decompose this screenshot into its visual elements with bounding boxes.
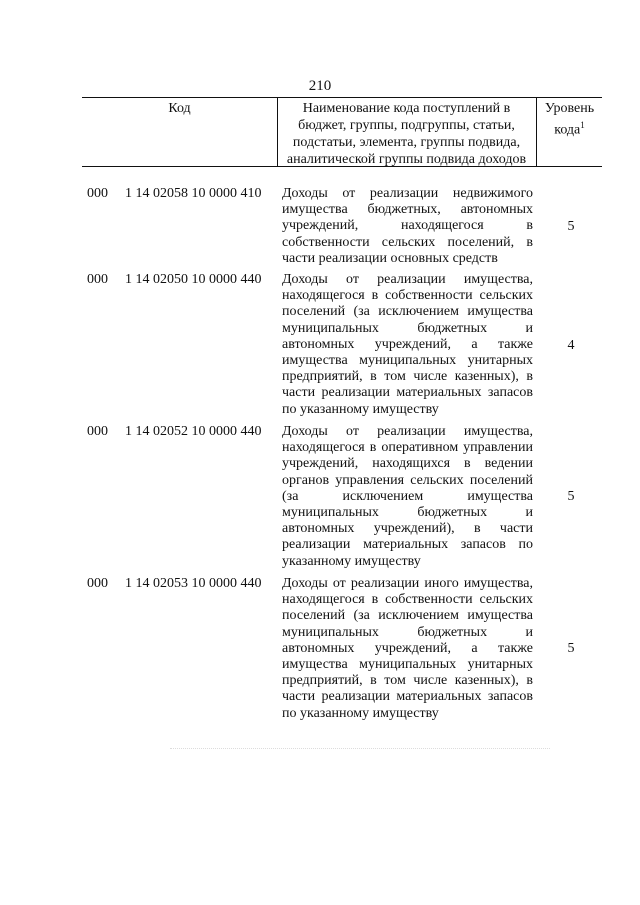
row-description: Доходы от реализации недвижимого имущества бюджетных, автономных учреждений, находящегося в собственности сельских поселений, в части реализации основных средств <box>282 186 533 266</box>
row-level: 5 <box>567 219 575 234</box>
row-description: Доходы от реализации имущества, находящегося в оперативном управлении учреждений, находящихся в ведении органов управления сельских поселений (за исключением имущества муниципальных бюджетных и автономных учреждений), в части реализации материальных запасов по указанному имуществу <box>282 424 533 569</box>
table-header <box>82 97 602 167</box>
header-level-footnote: 1 <box>580 120 585 130</box>
row-description: Доходы от реализации имущества, находящегося в собственности сельских поселений (за исключением имущества муниципальных бюджетных и автономных учреждений, а также имущества муниципальных унитарных предприятий, в том числе казенных), в части реализации материальных запасов по указанному имуществу <box>282 272 533 417</box>
header-name: Наименование кода поступлений в бюджет, группы, подгруппы, статьи, подстатьи, элемента, группы подвида, аналитической группы подвида доходов <box>286 101 527 167</box>
row-income-code: 1 14 02053 10 0000 440 <box>125 576 262 591</box>
row-admin-code: 000 <box>87 272 108 287</box>
row-admin-code: 000 <box>87 424 108 439</box>
scan-artifact-line <box>170 748 550 749</box>
row-income-code: 1 14 02052 10 0000 440 <box>125 424 262 439</box>
row-income-code: 1 14 02058 10 0000 410 <box>125 186 262 201</box>
row-level: 5 <box>567 489 575 504</box>
row-income-code: 1 14 02050 10 0000 440 <box>125 272 262 287</box>
header-code: Код <box>168 101 191 116</box>
header-level-label: Уровень кода <box>544 101 595 138</box>
row-description: Доходы от реализации иного имущества, находящегося в собственности сельских поселений (за исключением имущества муниципальных бюджетных и автономных учреждений, а также имущества муниципальных унитарных предприятий, в том числе казенных), в части реализации материальных запасов по указанному имуществу <box>282 576 533 721</box>
row-level: 4 <box>567 338 575 353</box>
header-level <box>537 100 602 139</box>
row-admin-code: 000 <box>87 186 108 201</box>
page-number: 210 <box>308 78 332 94</box>
row-level: 5 <box>567 641 575 656</box>
row-admin-code: 000 <box>87 576 108 591</box>
header-top-rule <box>82 97 602 98</box>
